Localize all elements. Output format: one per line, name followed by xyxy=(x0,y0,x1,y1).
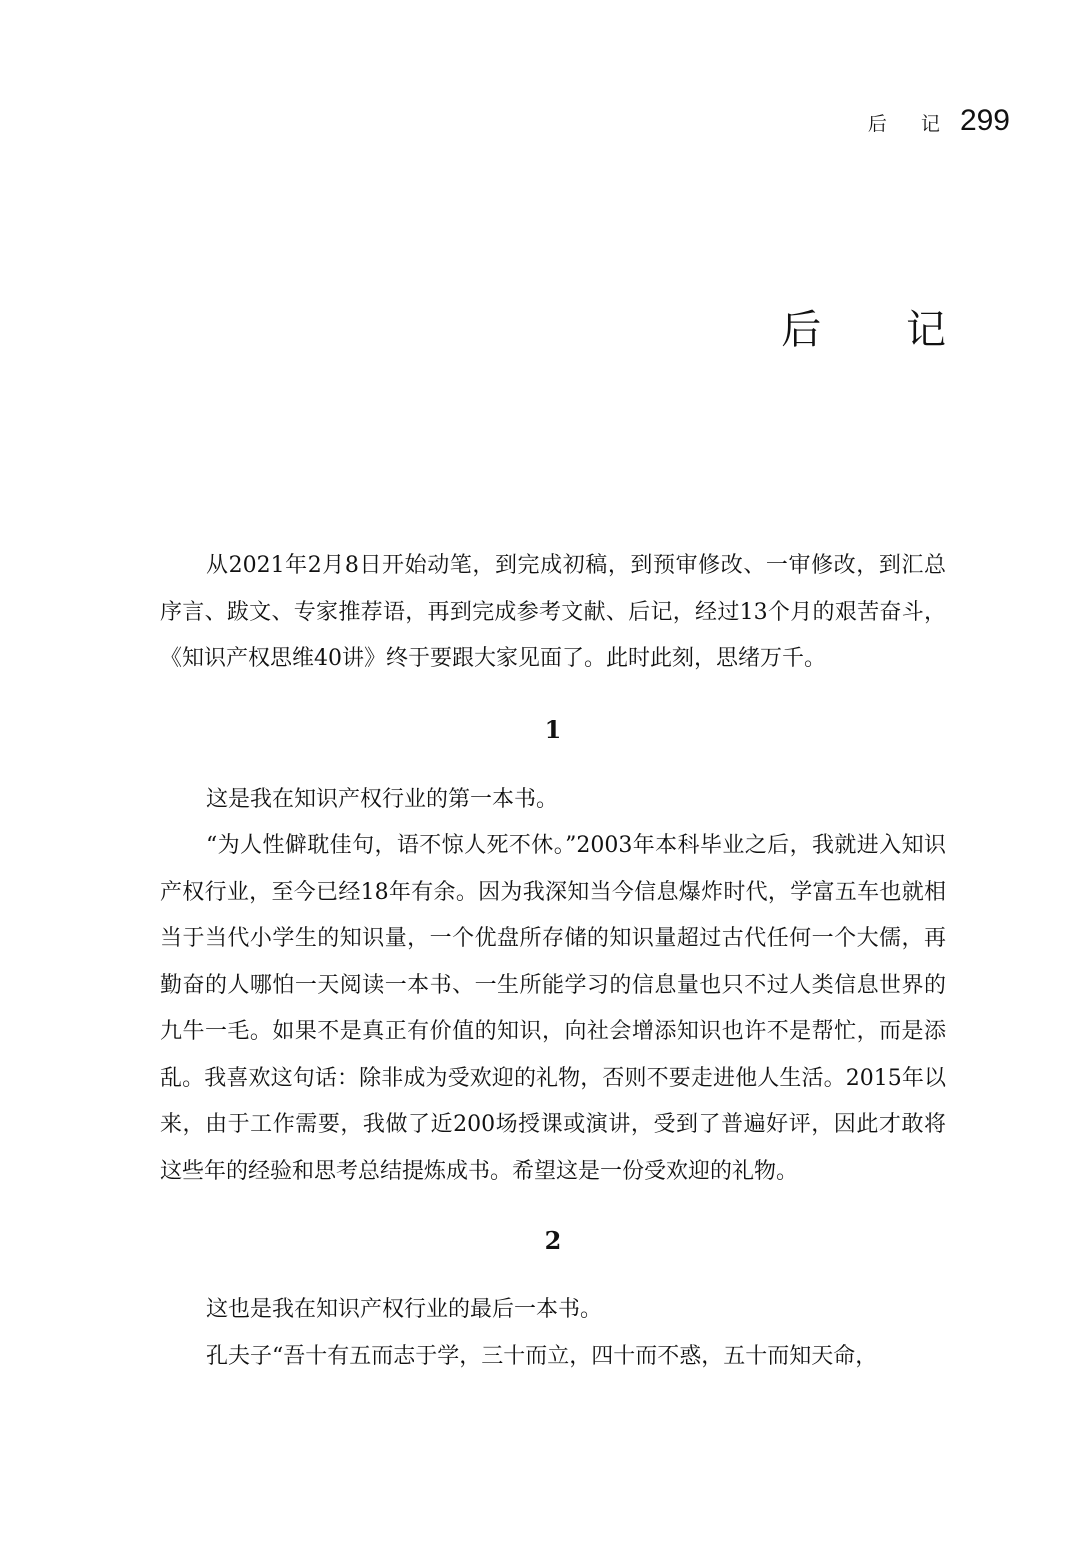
body-text xyxy=(160,543,946,1380)
section-heading-1: 1 xyxy=(544,714,562,744)
page-number: 299 xyxy=(959,104,1010,137)
section-1-paragraph-2: “为人性僻耽佳句，语不惊人死不休。”2003年本科毕业之后，我就进入知识产权行业，至今已经18年有余。因为我深知当今信息爆炸时代，学富五车也就相当于当代小学生的知识量，一个优盘所存储的知识量超过古代任何一个大儒，再勤奋的人哪怕一天阅读一本书、一生所能学习的信息量也只不过人类信息世界的九牛一毛。如果不是真正有价值的知识，向社会增添知识也许不是帮忙，而是添乱。我喜欢这句话：除非成为受欢迎的礼物，否则不要走进他人生活。2015年以来，由于工作需要，我做了近200场授课或演讲，受到了普遍好评，因此才敢将这些年的经验和思考总结提炼成书。希望这是一份受欢迎的礼物。 xyxy=(160,833,946,1184)
section-2-paragraph-1: 这也是我在知识产权行业的最后一本书。 xyxy=(206,1297,603,1322)
section-2-paragraph-2: 孔夫子“吾十有五而志于学，三十而立，四十而不惑，五十而知天命， xyxy=(206,1343,878,1369)
section-heading-2: 2 xyxy=(544,1226,562,1255)
section-1-paragraph-1: 这是我在知识产权行业的第一本书。 xyxy=(206,786,559,812)
chapter-title: 后 记 xyxy=(781,307,982,353)
intro-paragraph: 从2021年2月8日开始动笔，到完成初稿，到预审修改、一审修改，到汇总序言、跋文、专家推荐语，再到完成参考文献、后记，经过13个月的艰苦奋斗，《知识产权思维40讲》终于要跟大家见面了。此时此刻，思绪万千。 xyxy=(160,553,946,671)
running-header xyxy=(868,104,1010,138)
running-title: 后 记 xyxy=(867,113,954,135)
